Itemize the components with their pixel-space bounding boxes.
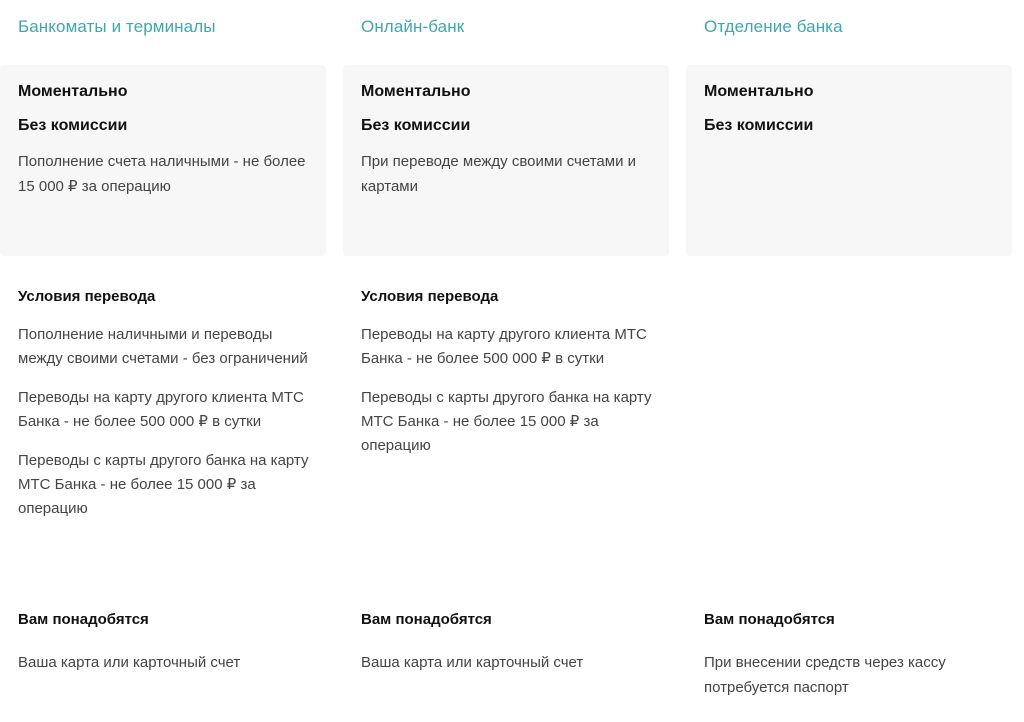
condition-item: Переводы с карты другого банка на карту МТС Банка - не более 15 000 ₽ за операцию bbox=[361, 389, 652, 454]
conditions-list bbox=[361, 323, 661, 473]
fee-label: Без комиссии bbox=[18, 117, 128, 134]
column-atms bbox=[0, 0, 326, 722]
fee-label: Без комиссии bbox=[704, 117, 814, 134]
condition-item: Переводы с карты другого банка на карту МТС Банка - не более 15 000 ₽ за операцию bbox=[18, 452, 309, 517]
fee-label: Без комиссии bbox=[361, 117, 471, 134]
conditions-heading: Условия перевода bbox=[18, 288, 156, 305]
requirements-heading: Вам понадобятся bbox=[18, 611, 149, 628]
speed-label: Моментально bbox=[704, 83, 814, 100]
summary-card-online-bank bbox=[343, 65, 669, 256]
card-description: Пополнение счета наличными - не более 15 000 ₽ за операцию bbox=[18, 153, 306, 195]
conditions-heading: Условия перевода bbox=[361, 288, 499, 305]
speed-label: Моментально bbox=[18, 83, 128, 100]
column-bank-branch bbox=[686, 0, 1012, 722]
condition-item: Пополнение наличными и переводы между своими счетами - без ограничений bbox=[18, 326, 308, 367]
column-title-online-bank[interactable]: Онлайн-банк bbox=[361, 17, 465, 36]
speed-label: Моментально bbox=[361, 83, 471, 100]
requirements-heading: Вам понадобятся bbox=[361, 611, 492, 628]
condition-item: Переводы на карту другого клиента МТС Банка - не более 500 000 ₽ в сутки bbox=[18, 389, 304, 430]
requirements-text: Ваша карта или карточный счет bbox=[18, 654, 241, 671]
summary-card-atms bbox=[0, 65, 326, 256]
condition-item: Переводы на карту другого клиента МТС Банка - не более 500 000 ₽ в сутки bbox=[361, 326, 647, 367]
column-title-bank-branch[interactable]: Отделение банка bbox=[704, 17, 843, 36]
column-title-atms[interactable]: Банкоматы и терминалы bbox=[18, 17, 216, 36]
summary-card-bank-branch bbox=[686, 65, 1012, 256]
card-description: При переводе между своими счетами и картами bbox=[361, 153, 636, 195]
requirements-text: При внесении средств через кассу потребуется паспорт bbox=[704, 654, 946, 696]
requirements-text: Ваша карта или карточный счет bbox=[361, 654, 584, 671]
conditions-list bbox=[18, 323, 318, 536]
requirements-heading: Вам понадобятся bbox=[704, 611, 835, 628]
column-online-bank bbox=[343, 0, 669, 722]
